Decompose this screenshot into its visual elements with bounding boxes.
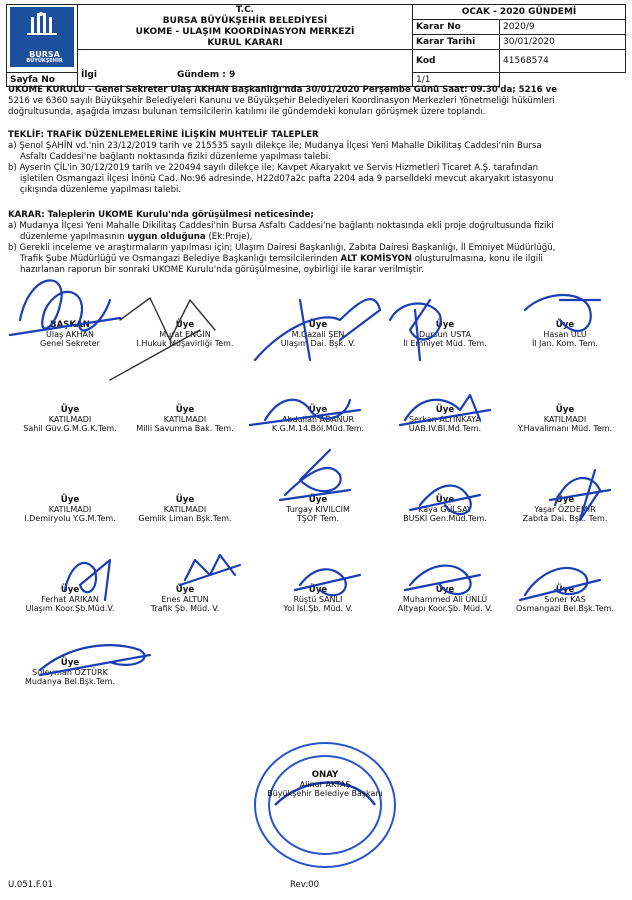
signature-title: Üye bbox=[60, 658, 80, 668]
signature-unlu bbox=[405, 566, 480, 594]
onay-block bbox=[255, 770, 395, 798]
signature-name: Rüştü SANLI bbox=[293, 595, 343, 604]
signature-role: Sahil Güv.G.M.G.K.Tem. bbox=[23, 424, 117, 433]
signature-role: Ulaşım Koor.Şb.Müd.V. bbox=[25, 604, 115, 613]
signature-title: Üye bbox=[435, 495, 455, 505]
kod-value: 41568574 bbox=[500, 50, 626, 73]
gundem-label: Gündem : 9 bbox=[177, 70, 236, 80]
signature-name: Muhammed Ali ÜNLÜ bbox=[402, 595, 488, 604]
karar-tarihi-value: 30/01/2020 bbox=[500, 35, 626, 50]
signature-title: Üye bbox=[555, 405, 575, 415]
signature-ozturk bbox=[40, 645, 150, 675]
teklif-a-line-1: a) Şenol ŞAHİN vd.'nin 23/12/2019 tarih ve 215535 sayılı dilekçe ile; Mudanya İlçesi Yeni Mahalle Dikilitaş Caddesi'nin Bursa bbox=[8, 141, 542, 151]
sayfa-label: Sayfa No bbox=[7, 73, 78, 87]
signature-sanli bbox=[295, 569, 360, 595]
signature-role: BUSKİ Gen.Müd.Tem. bbox=[403, 514, 487, 523]
karar-a-pre: düzenleme yapılmasının bbox=[20, 232, 128, 242]
signature-name: Kaya GÜLSAY bbox=[418, 505, 472, 514]
karar-tarihi-label: Karar Tarihi bbox=[413, 35, 500, 50]
karar-b-post: oluşturulmasına, konu ile ilgili bbox=[412, 254, 543, 264]
signature-name: Turgay KIVILCIM bbox=[286, 505, 350, 514]
signature-title: Üye bbox=[435, 405, 455, 415]
signature-title: Üye bbox=[555, 320, 575, 330]
footer-revision: Rev:00 bbox=[290, 880, 319, 890]
signature-title: Üye bbox=[175, 585, 195, 595]
onay-role: Büyükşehir Belediye Başkanı bbox=[267, 789, 383, 798]
intro-line-3: doğrultusunda, aşağıda imzası bulunan temsilcilerin katılımı ile gündemdeki konuları görüşmek üzere toplandı. bbox=[8, 107, 486, 117]
signature-arikan bbox=[65, 560, 110, 600]
signature-role: Zabıta Dai. Bşk. Tem. bbox=[522, 514, 608, 523]
signature-name: Murat ENGİN bbox=[159, 330, 211, 339]
signature-title: Üye bbox=[175, 495, 195, 505]
signature-role: İl Emniyet Müd. Tem. bbox=[403, 339, 487, 348]
signature-role: Mudanya Bel.Bşk.Tem. bbox=[25, 677, 115, 686]
teklif-heading: TEKLİF: TRAFİK DÜZENLEMELERİNE İLİŞKİN MUHTELİF TALEPLER bbox=[8, 130, 319, 140]
signature-title: Üye bbox=[60, 495, 80, 505]
signature-name: KATILMADI bbox=[48, 505, 92, 514]
signature-role: Genel Sekreter bbox=[40, 339, 100, 348]
intro-line-2: 5216 ve 6360 sayılı Büyükşehir Belediyeleri Kanunu ve Büyükşehir Belediyeleri Koordinasyon Merkezleri Yönetmeliği hükümleri bbox=[8, 96, 555, 106]
signature-title: Üye bbox=[435, 585, 455, 595]
karar-heading: KARAR: Taleplerin UKOME Kurulu'nda görüşülmesi neticesinde; bbox=[8, 210, 314, 220]
teklif-b-line-3: çıkışında düzenleme yapılması talebi. bbox=[20, 185, 182, 195]
onay-title: ONAY bbox=[311, 770, 339, 780]
signature-role: K.G.M.14.Böl.Müd.Tem. bbox=[271, 424, 365, 433]
title-ukome: UKOME - ULAŞIM KOORDİNASYON MERKEZİ bbox=[135, 27, 355, 37]
signature-title: Üye bbox=[308, 585, 328, 595]
ilgi-label: İlgi bbox=[81, 70, 97, 80]
footer-form-code: U.051.F.01 bbox=[8, 880, 53, 890]
signature-name: Dursun USTA bbox=[418, 330, 472, 339]
signature-name: KATILMADI bbox=[48, 415, 92, 424]
signature-ulu bbox=[525, 295, 600, 331]
karar-b-bold: ALT KOMİSYON bbox=[340, 254, 413, 264]
signature-name: Enes ALTUN bbox=[161, 595, 209, 604]
signature-role: TŞOF Tem. bbox=[296, 514, 340, 523]
karar-b-line-3: hazırlanan raporun bir sonraki UKOME Kurulu'nda görüşülmesine, oybirliği ile karar verilmiştir. bbox=[20, 265, 424, 275]
signature-name: Soner KAS bbox=[544, 595, 586, 604]
karar-no-label: Karar No bbox=[413, 20, 500, 35]
signature-title: Üye bbox=[555, 495, 575, 505]
signature-name: KATILMADI bbox=[163, 415, 207, 424]
signature-altun bbox=[180, 555, 240, 585]
teklif-b-line-1: b) Ayserin ÇİL'in 30/12/2019 tarih ve 220494 sayılı dilekçe ile; Kavpet Akaryakıt ve Servis Hizmetleri Ticaret A.Ş. tarafından bbox=[8, 163, 539, 173]
signature-name: Ulaş AKHAN bbox=[46, 330, 94, 339]
signature-role: Altyapı Koor.Şb. Müd. V. bbox=[397, 604, 493, 613]
signature-role: Milli Savunma Bak. Tem. bbox=[136, 424, 234, 433]
logo-text-bursa: BURSA bbox=[29, 49, 60, 59]
signature-title: Üye bbox=[175, 320, 195, 330]
signature-ozdemir bbox=[550, 470, 610, 520]
signature-title: Üye bbox=[308, 320, 328, 330]
signature-name: KATILMADI bbox=[163, 505, 207, 514]
signature-usta bbox=[390, 300, 441, 360]
signature-name: Abdullah ADANUR bbox=[281, 415, 355, 424]
signature-title: BAŞKAN bbox=[50, 320, 90, 330]
karar-a-bold: uygun olduğuna bbox=[127, 232, 206, 242]
karar-a-line-1: a) Mudanya İlçesi Yeni Mahalle Dikilitaş Caddesi'nin Bursa Asfaltı Caddesi'ne bağlantı noktasında ekli proje doğrultusunda fiziki bbox=[8, 221, 554, 231]
signature-role: Gemlik Liman Bşk.Tem. bbox=[138, 514, 232, 523]
signature-name: M.Gazali ŞEN bbox=[291, 330, 345, 339]
signature-name: Hasan ULU bbox=[543, 330, 587, 339]
signature-name: Serkan ALTINKAYA bbox=[408, 415, 482, 424]
karar-b-pre: Trafik Şube Müdürlüğü ve Osmangazi Belediye Başkanlığı temsilcilerinden bbox=[20, 254, 341, 264]
title-kurul-karari: KURUL KARARI bbox=[207, 38, 283, 48]
title-municipality: BURSA BÜYÜKŞEHİR BELEDİYESİ bbox=[162, 16, 328, 26]
signature-role: Ulaşım Dai. Bşk. V. bbox=[280, 339, 356, 348]
signature-adanur bbox=[250, 400, 360, 425]
sayfa-value: 1/1 bbox=[413, 73, 500, 87]
signature-title: Üye bbox=[175, 405, 195, 415]
signature-role: Osmangazi Bel.Bşk.Tem. bbox=[516, 604, 614, 613]
teklif-a-line-2: Asfaltı Caddesi'ne bağlantı noktasında fiziki düzenleme yapılması talebi. bbox=[20, 152, 331, 162]
signature-name: Yaşar ÖZDEMİR bbox=[534, 505, 596, 514]
kod-label: Kod bbox=[413, 50, 500, 73]
signature-sen bbox=[255, 299, 380, 360]
intro-line-1: UKOME KURULU - Genel Sekreter Ulaş AKHAN Başkanlığı'nda 30/01/2020 Perşembe Günü Saat: 09.30'da; 5216 ve bbox=[8, 85, 558, 95]
signature-title: Üye bbox=[60, 585, 80, 595]
signature-kas bbox=[520, 568, 600, 600]
signature-name: Süleyman ÖZTÜRK bbox=[32, 668, 108, 677]
signature-title: Üye bbox=[308, 405, 328, 415]
signature-altinkaya bbox=[400, 395, 490, 425]
karar-no-value: 2020/9 bbox=[500, 20, 626, 35]
agenda-title: OCAK - 2020 GÜNDEMİ bbox=[413, 5, 626, 20]
signature-engin bbox=[110, 298, 215, 380]
signature-role: İl Jan. Kom. Tem. bbox=[532, 339, 598, 348]
signature-role: Trafik Şb. Müd. V. bbox=[150, 604, 220, 613]
karar-b-line-1: b) Gerekli inceleme ve araştırmaların yapılması için; Ulaşım Dairesi Başkanlığı, Zabıta Dairesi Başkanlığı, İl Emniyet Müdürlüğü, bbox=[8, 243, 556, 253]
signature-title: Üye bbox=[308, 495, 328, 505]
signature-role: I.Hukuk Müşavirliği Tem. bbox=[136, 339, 234, 348]
signature-role: Y.Havalimanı Müd. Tem. bbox=[517, 424, 613, 433]
signature-kivilcim bbox=[280, 450, 350, 500]
onay-name: Alinur AKTAŞ bbox=[299, 780, 351, 789]
signature-role: I.Demiryolu Y.G.M.Tem. bbox=[24, 514, 116, 523]
signature-title: Üye bbox=[555, 585, 575, 595]
signature-gulsay bbox=[410, 486, 480, 514]
signature-title: Üye bbox=[435, 320, 455, 330]
signature-title: Üye bbox=[60, 405, 80, 415]
signature-name: Ferhat ARIKAN bbox=[41, 595, 99, 604]
karar-a-post: (Ek:Proje), bbox=[205, 232, 253, 242]
official-seal bbox=[245, 735, 405, 875]
signature-akhan bbox=[10, 280, 120, 335]
logo-text-buyuksehir: BÜYÜKŞEHİR bbox=[26, 57, 63, 64]
signature-role: Yol İsl.Şb. Müd. V. bbox=[283, 604, 353, 613]
title-tc: T.C. bbox=[235, 5, 255, 15]
teklif-b-line-2: işletilen Osmangazi İlçesi İnönü Cad. No:96 adresinde, H22d07a2c pafta 2204 ada 9 parselldeki mevcut akaryakıt istasyonu bbox=[20, 174, 554, 184]
signature-role: UAB.IV.Bl.Md.Tem. bbox=[408, 424, 482, 433]
signature-name: KATILMADI bbox=[543, 415, 587, 424]
